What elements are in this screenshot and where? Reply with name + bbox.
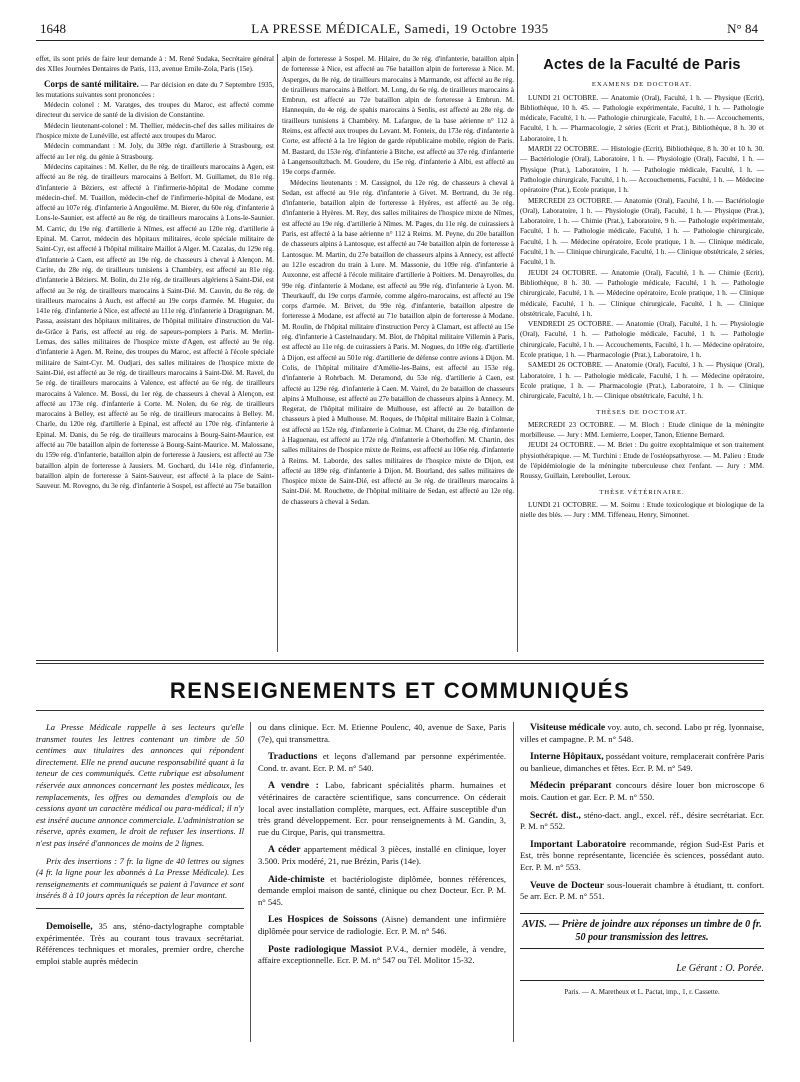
ad-item <box>258 914 506 937</box>
exam-schedule: — Histologie (Ecrit), Bibliothèque, 8 h. 30 et 10 h. 30. — Bactériologie (Oral), Laboratoire, 1 h. — Physiologie (Oral), Faculté, 1 h. — Physique (Prat.), Laboratoire, 1 h. — Pathologie médicale, Faculté, 1 h. — Pathologie chirurgicale, Faculté, 1 h. — Accouchements, Faculté, 1 h. — Médecine opératoire (Prat.), Ecole pratique, 1 h. <box>520 145 764 195</box>
day-label: SAMEDI 26 OCTOBRE. <box>528 361 603 370</box>
ad-head: A vendre : <box>268 780 319 792</box>
ad-head: Traductions <box>268 751 318 763</box>
section-rule-top <box>36 660 764 661</box>
day-label: MARDI 22 OCTOBRE. <box>528 145 599 154</box>
column-military-1 <box>36 54 274 649</box>
exam-schedule: — Anatomie (Oral), Faculté, 1 h. — Physique (Ecrit), Bibliothèque, 10 h. 45. — Pathologie expérimentale, Faculté, 1 h. — Pathologie médicale, Faculté, 1 h. — Pathologie chirurgicale, Faculté, 1 h. — Accouchements, Faculté, 1 h. — Pharmacologie, 2 séries (Ecrit et Prat.), Bibliothèque, 8 h. 30 et Laboratoire, 1 h. <box>520 93 764 143</box>
military-heading: Corps de santé militaire. <box>44 78 139 89</box>
ad-text: sténo-dact. angl., excel. réf., désire secrétariat. Ecr. P. M. n° 552. <box>520 809 764 832</box>
ad-text: possédant voiture, remplacerait confrère Paris ou banlieue, dimanches et fêtes. Ecr. P. M. n° 549. <box>520 751 764 773</box>
ad-head: Secrét. dist., <box>530 809 581 821</box>
day-label: MERCREDI 23 OCTOBRE. <box>528 196 613 205</box>
ad-item <box>258 722 506 745</box>
ad-text: concours désire louer bon microscope 6 mois. Caution et gar. Ecr. P. M. n° 550. <box>520 780 764 802</box>
ad-head: Important Laboratoire <box>530 838 627 850</box>
ad-item <box>520 810 764 833</box>
ad-head: Poste radiologique Massiot <box>268 943 383 955</box>
continued-paragraph: alpin de forteresse à Sospel. M. Hilaire, du 3e rég. d'infanterie, bataillon alpin de forteresse à Nice, est affecté au 76e bataillon alpin de forteresse à Nice. M. Asperges, du 8e rég. de tirailleurs marocains à Marmande, est affecté au 8e rég. de tirailleurs marocains à Belfort. M. Long, du 6e rég. de tirailleurs marocains à Embrun, est affecté au 72e bataillon alpin de forteresse à Embrun. M. Hannequin, du 4e rég. de spahis marocains à Senlis, est affecté au 28e rég. de tirailleurs tunisiens à Chambéry. M. Lafargue, de la base aérienne n° 112 à Reims, est affecté aux troupes du Levant. M. Fonteix, du 173e rég. d'infanterie à Corte, est affecté à la 1re légion de garde républicaine mobile, région de Paris. M. Bastard, du 153e rég. d'infanterie à Bitche, est affecté au 37e rég. d'infanterie à Langensoultzbach. M. Goudere, du 15e rég. d'infanterie à Albi, est affecté au 19e corps d'armée. <box>282 55 514 177</box>
ad-head: Médecin préparant <box>530 780 612 792</box>
ad-item <box>520 880 764 903</box>
exams-heading: EXAMENS DE DOCTORAT. <box>591 81 693 89</box>
journal-title: LA PRESSE MÉDICALE, Samedi, 19 Octobre 1935 <box>251 21 549 36</box>
ad-text: Labo, fabricant spécialités pharm. humaines et vétérinaires de caractère scientifique, sans concurrence. On céderait local avec installation complète, marques, ect. Affaire susceptible d'un très grand développement. Ecr. pour renseignements à M. Gandin, 3, rue du Cirque, Paris, qui transmettra. <box>258 780 506 837</box>
ad-head: Veuve de Docteur <box>530 879 604 891</box>
ad-item <box>36 921 244 967</box>
faculty-title: Actes de la Faculté de Paris <box>543 57 741 73</box>
exam-schedule: — Anatomie (Oral), Faculté, 1 h. — Physiologie (Oral), Faculté, 1 h. — Pathologie médicale, Faculté, 1 h. — Pathologie chirurgicale, Faculté, 1 h. — Accouchements, Faculté, 1 h. — Médecine opératoire, Ecole pratique, 1 h. — Pharmacologie (Prat.), Laboratoire, 1 h. <box>520 320 764 360</box>
lt-colonel-paragraph: Médecin lieutenant-colonel : M. Thellier, médecin-chef des salles militaires de l'hospice mixte de Lunéville, est affecté aux troupes du Maroc. <box>36 121 274 141</box>
lieutenants-paragraph: Médecins lieutenants : M. Cassignol, du 12e rég. de chasseurs à cheval à Sedan, est affecté au 91e rég. d'infanterie à Givet. M. Bertrand, du 3e rég. d'infanterie, bataillon alpin de forteresse à Hyères, est affecté au 3e rég. d'infanterie à Hyères. M. Rey, des salles militaires de l'hospice mixte de Nîmes, est affecté au 19e rég. d'artillerie à Nîmes. M. Pages, du 11e rég. de cuirassiers à Paris, est affecté à la base aérienne n° 112 à Reims. M. Peyne, du 20e bataillon de chasseurs alpins à Lantosque, est affecté au 74e bataillon alpin de forteresse à Lantosque. M. Martin, du 27e bataillon de chasseurs alpins à Annecy, est affecté au 121e escadron du train à Lure. M. Massonie, du 109e rég. d'infanterie à Auxonne, est affecté à l'école militaire d'artillerie à Poitiers. M. Denayrolles, du 99e rég. d'infanterie à Modane, est affecté au 99e rég. d'infanterie à Lyon. M. Theurkauff, du 19e corps d'armée, comme algéro-marocains, est affecté au 19e corps d'armée. M. Brivet, du 99e rég. d'infanterie, bataillon alpestre de forteresse à Modane, est affecté au 71e bataillon alpin de forteresse à Modane. M. Roulin, de l'hôpital militaire d'instruction Percy à Clamart, est affecté au 15e rég. d'infanterie à Castelnaudary. M. Blot, de l'hôpital militaire Villemin à Paris, est affecté au 11e rég. de cuirassiers à Paris. M. Nogues, du 109e rég. d'artillerie à Dijon, est affecté au 501e rég. d'artillerie de défense contre avions à Dijon. M. Colis, de l'hôpital militaire d'Amélie-les-Bains, est affecté au 153e rég. d'infanterie à Rohrbach. M. Deramond, du 53e rég. d'artillerie à Caen, est affecté au 129e rég. d'infanterie à Caen. M. Vairel, du 2e bataillon de chasseurs alpins à Mulhouse, est affecté au 27e bataillon de chasseurs alpins à Annecy. M. Regerat, de l'hôpital militaire de Mulhouse, est affecté au 2e bataillon de chasseurs à pied à Mulhouse. M. Roques, de l'hôpital militaire Bazin à Colmar, est affecté au 152e rég. d'infanterie à Colmar. M. Charet, du 23e rég. d'infanterie à Haguenau, est affecté au 172e rég. d'infanterie à Oberhoffen. M. Chartin, des salles militaires de l'hospice mixte de Reims, est affecté au 106e rég. d'infanterie à Reims. M. Laborde, des salles militaires de l'hospice mixte de Dijon, est affecté au 189e rég. d'infanterie à Dijon. M. Bourland, des salles militaires de l'hospice mixte de Saint-Dié, est affecté au 3e rég. de tirailleurs marocains à Saint-Dié. M. Rouchette, de l'hôpital militaire de Sedan, est affecté au 12e rég. de chasseurs à cheval à Sedan. <box>282 178 514 506</box>
ads-column-3 <box>520 722 764 1062</box>
ad-head: Demoiselle, <box>46 920 93 932</box>
ad-item <box>520 839 764 874</box>
these-entry: MERCREDI 23 OCTOBRE. — M. Bloch : Etude clinique de la méningite morbilleuse. — Jury : MM. Lemierre, Loeper, Tanon, Etienne Bernard. <box>520 420 764 440</box>
these-entry: JEUDI 24 OCTOBRE. — M. Briet : Du goitre exophtalmique et son traitement physiothérapique. — M. Turchini : Etude de l'ostéopsathyrose. — M. Palieu : Etude de l'épidémiologie de la méningite tuberculeuse chez l'enfant. — Jury : MM. Roussy, Guillain, Lereboullet, Leroux. <box>520 441 764 481</box>
section-rule-bottom <box>36 710 764 711</box>
section-title: RENSEIGNEMENTS ET COMMUNIQUÉS <box>169 678 631 703</box>
ad-text: P.V.4., dernier modèle, à vendre, affaire exceptionnelle. Ecr. P. M. n° 547 ou Tél. Molitor 15-32. <box>258 943 506 966</box>
column-divider <box>250 722 251 1042</box>
page-number: 1648 <box>40 21 66 36</box>
ad-text: et bactériologiste diplômée, bonnes références, demande emploi maison de santé, clinique ou chez Docteur. Ecr. P. M. n° 545. <box>258 873 506 907</box>
ad-item <box>258 780 506 838</box>
ad-text: 35 ans, sténo-dactylographe comptable expérimentée. Très au courant tous travaux secrétariat. Références techniques et morales, premier ordre, cherche emploi stable auprès médecin <box>36 920 244 966</box>
ad-text: appartement médical 3 pièces, installé en clinique, loyer 3.500. Prix modéré, 21, rue Brézin, Paris (14e). <box>258 844 506 866</box>
notice-rule <box>36 908 244 909</box>
ad-text: recommande, région Sud-Est Paris et Est, très bonne représentante, licenciée ès sciences, possédant auto. Ecr. P. M. n° 553. <box>520 838 764 872</box>
notice-prices: Prix des insertions : 7 fr. la ligne de 40 lettres ou signes (4 fr. la ligne pour les abonnés à La Presse Médicale). Les renseignements et communiqués se paient à l'avance et sont insérés 8 à 10 jours après la réception de leur montant. <box>36 855 244 901</box>
gerant-line: Le Gérant : O. Porée. <box>520 963 764 982</box>
ads-column-2 <box>258 722 506 1062</box>
column-military-2 <box>282 54 514 649</box>
commandant-paragraph: Médecin commandant : M. Joly, du 309e régt. d'artillerie à Strasbourg, est affecté au 1er rég. du génie à Strasbourg. <box>36 142 274 161</box>
avis-box: AVIS. — Prière de joindre aux réponses un timbre de 0 fr. 50 pour transmission des lettres. <box>520 913 764 949</box>
ad-text: et leçons d'allemand par personne expérimentée. Cond. tr. avant. Ecr. P. M. n° 540. <box>258 751 506 773</box>
day-label: JEUDI 24 OCTOBRE. <box>528 268 598 277</box>
day-label: LUNDI 21 OCTOBRE. <box>528 93 599 102</box>
column-divider <box>277 54 278 652</box>
veterinary-entry: LUNDI 21 OCTOBRE. — M. Soimu : Etude toxicologique et biologique de la nielle des blés. — Jury : MM. Tiffeneau, Henry, Simonnet. <box>520 500 764 520</box>
ad-head: Les Hospices de Soissons <box>268 914 378 926</box>
exam-schedule: — Anatomie (Oral), Faculté, 1 h. — Chimie (Ecrit), Bibliothèque, 8 h. 30. — Pathologie médicale, Faculté, 1 h. — Pathologie chirurgicale, Faculté, 1 h. — Médecine opératoire, Ecole pratique, 1 h. — Clinique médicale, Faculté, 1 h. — Clinique chirurgicale, Faculté, 1 h. — Clinique obstétricale, Faculté, 1 h. <box>520 268 764 318</box>
ad-item <box>520 722 764 745</box>
ad-head: Visiteuse médicale <box>530 722 606 733</box>
exam-schedule: — Anatomie (Oral), Faculté, 1 h. — Bactériologie (Oral), Laboratoire, 1 h. — Physiologie (Oral), Faculté, 1 h. — Physique (Prat.), Laboratoire, 1 h. — Chimie (Prat.), Laboratoire, 9 h. — Pathologie expérimentale, Faculté, 1 h. — Pathologie médicale, Faculté, 1 h. — Pathologie chirurgicale, Faculté, 1 h. — Médecine opératoire, Ecole pratique, 1 h. — Clinique médicale, Faculté, 1 h. — Clinique chirurgicale, Faculté, 1 h. — Clinique obstétricale, 2 séries, Faculté, 1 h. <box>520 196 764 267</box>
ad-item <box>520 780 764 803</box>
page-header <box>36 18 764 41</box>
exam-schedule: — Anatomie (Oral), Faculté, 1 h. — Physique (Oral), Laboratoire, 1 h. — Pathologie médicale, Faculté, 1 h. — Médecine opératoire, Ecole pratique, 1 h. — Pharmacologie (Prat.), Laboratoire, 1 h. — Clinique chirurgicale, Faculté, 1 h. — Clinique obstétricale, Faculté, 1 h. <box>520 361 764 401</box>
column-faculty <box>520 54 764 649</box>
decision-text: — Par décision en date du 7 Septembre 1935, les mutations suivantes sont prononcées : <box>36 80 274 99</box>
ad-head: A céder <box>268 844 301 856</box>
notice-text: La Presse Médicale rappelle à ses lecteurs qu'elle transmet toutes les lettres contenant un timbre de 50 centimes aux titulaires des annonces qui répondent directement. Elle ne prend aucune responsabilité quant à la teneur de ces communiqués. Cette rubrique est absolument réservée aux annonces concernant les postes médicaux, les remplacements, les offres ou demandes d'emplois ou de cessions ayant un caractère médical ou para-médical; il n'y est inséré aucune annonce commerciale. L'administration se réserve, après examen, le droit de refuser les insertions. Il n'est pas inséré d'annonces de moins de 2 lignes. <box>36 722 244 848</box>
ad-item <box>258 944 506 967</box>
ad-item <box>258 751 506 774</box>
ad-text: voy. auto, ch. second. Labo pr rég. lyonnaise, villes et campagne. P. M. n° 548. <box>520 722 764 744</box>
ad-text: ou dans clinique. Ecr. M. Etienne Poulenc, 40, avenue de Saxe, Paris (7e), qui transmettra. <box>258 722 506 744</box>
printer-line: Paris. — A. Maretheux et L. Pactat, imp., 1, r. Cassette. <box>564 988 720 997</box>
section-rule-top-2 <box>36 663 764 664</box>
ad-item <box>520 751 764 774</box>
notice-column <box>36 722 244 1062</box>
capitaines-paragraph: Médecins capitaines : M. Keller, du 8e rég. de tirailleurs marocains à Agen, est affecté au 8e rég. de tirailleurs marocains à Belfort. M. Guillamet, du 81e rég. d'infanterie à Béziers, est affecté à l'infirmerie-hôpital de Modane comme médecin-chef. M. Tuaillon, médecin-chef de l'infirmerie-hôpital de Modane, est affecté au 107e rég. d'infanterie à Angoulême. M. Bierer, du 60e rég. d'infanterie à Lons-le-Saunier, est affecté au 8e rég. de tirailleurs marocains à Lons-le-Saunier. M. Carric, du 19e rég. d'artillerie à Nîmes, est affecté au 120e rég. d'artillerie à Epinal. M. Carrot, médecin des hôpitaux militaires, école spéciale militaire de Saint-Cyr, est affecté à l'hôpital militaire Maillot à Alger. M. Cazalas, du 129e rég. d'infanterie à Caen, est affecté au 19e rég. de chasseurs à cheval à Alençon. M. Carite, du 28e rég. de tirailleurs tunisiens à Chambéry, est affecté au 81e rég. d'infanterie à Béziers. M. Bolin, du 21e rég. de tirailleurs algériens à Saint-Dié, est affecté au 3e rég. de tirailleurs marocains à Saint-Dié. M. Cauvin, du 8e rég. de tirailleurs marocains à Auch, est affecté au 19e corps d'armée. M. Huguier, du 141e rég. d'infanterie à Nice, est affecté au 111e rég. d'infanterie à Draguignan. M. Passa, assistant des hôpitaux militaires, de l'hôpital militaire d'instruction du Val-de-Grâce à Paris, est affecté au rég. de sapeurs-pompiers à Paris. M. Merlin-Lemas, des salles militaires de l'hospice mixte d'Agen, est affecté au 9e rég. d'infanterie à Agen. M. Reine, des troupes du Maroc, est affecté à l'école spéciale militaire de Saint-Cyr. M. Oudjari, des salles militaires de l'hospice mixte de Saint-Dié, est affecté au 3e rég. de tirailleurs marocains à Saint-Dié. M. Ravel, du 5e rég. de tirailleurs marocains à Valence, est affecté au 6e rég. de tirailleurs marocains à Valence. M. Bossi, du 1er rég. de chasseurs à cheval à Alençon, est affecté au 173e rég. d'infanterie à Corte. M. Nolen, du 6e rég. de tirailleurs marocains à Belley, est affecté au 5e rég. de tirailleurs marocains à Belley. M. Charle, du 120e rég. d'artillerie à Epinal, est affecté au 170e rég. d'infanterie à Epinal. M. Danis, du 5e rég. de tirailleurs marocains à Bourg-Saint-Maurice, est affecté au 70e bataillon alpin de forteresse à Bourg-Saint-Maurice. M. Malossane, du 159e rég. d'infanterie, bataillon alpin de forteresse à Jausiers, est affecté au 73e bataillon alpin de forteresse à Jausiers. M. Gochard, du 141e rég. d'infanterie, bataillon alpin de forteresse à Saint-Sauveur, est affecté à la place de Saint-Sauveur. M. Rovegno, du 3e rég. d'infanterie à Sospel, est affecté au 75e bataillon <box>36 162 274 491</box>
day-label: VENDREDI 25 OCTOBRE. <box>528 320 613 329</box>
theses-heading: THÈSES DE DOCTORAT. <box>596 408 688 416</box>
intro-paragraph: effet, ils sont priés de faire leur demande à : M. René Sudaka, Secrétaire général des XIIes Journées Dentaires de Paris, 113, avenue Emile-Zola, Paris (15e). <box>36 55 274 74</box>
ad-item <box>258 844 506 867</box>
veterinary-heading: THÈSE VÉTÉRINAIRE. <box>599 488 685 496</box>
ad-item <box>258 874 506 909</box>
colonel-paragraph: Médecin colonel : M. Varatges, des troupes du Maroc, est affecté comme directeur du service de santé de la division de Constantine. <box>36 101 274 120</box>
ad-head: Interne Hôpitaux, <box>530 751 604 763</box>
ad-text: sous-louerait chambre à étudiant, tt. confort. 5e arr. Ecr. P. M. n° 551. <box>520 879 764 902</box>
ad-head: Aide-chimiste <box>268 873 325 885</box>
column-divider <box>517 54 518 652</box>
issue-number: N° 84 <box>727 21 758 36</box>
ad-text: (Aisne) demandent une infirmière diplômée pour service de radiologie. Ecr. P. M. n° 546. <box>258 914 506 936</box>
column-divider <box>513 722 514 1042</box>
